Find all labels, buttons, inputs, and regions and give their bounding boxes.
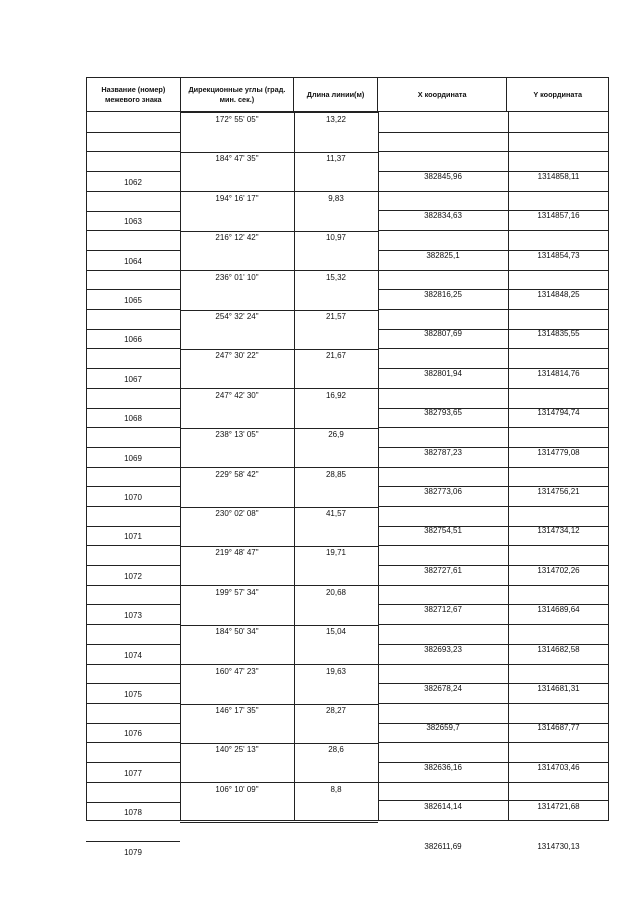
mark-name-cell: 1077 — [124, 769, 142, 778]
mark-name-cell: 1069 — [124, 454, 142, 463]
y-coordinate-cell: 1314730,13 — [537, 842, 580, 851]
line-length-cell: 28,27 — [325, 706, 347, 715]
header-direction-angle: Дирекционные углы (град. мин. сек.) — [181, 78, 295, 111]
x-coordinate-cell: 382754,51 — [424, 526, 462, 535]
row-rule — [86, 526, 180, 527]
row-rule — [180, 428, 378, 429]
row-rule — [86, 329, 180, 330]
direction-angle-cell: 146° 17' 35" — [215, 706, 259, 715]
row-rule — [180, 507, 378, 508]
y-coordinate-cell: 1314681,31 — [537, 684, 580, 693]
row-rule — [86, 545, 180, 546]
row-rule — [86, 309, 180, 310]
row-rule — [378, 742, 609, 743]
header-x-coordinate: X координата — [378, 78, 508, 111]
row-rule — [86, 211, 180, 212]
y-coordinate-cell: 1314858,11 — [537, 172, 580, 181]
row-rule — [378, 427, 609, 428]
mark-name-cell: 1062 — [124, 178, 142, 187]
mark-name-cell: 1067 — [124, 375, 142, 384]
row-rule — [180, 625, 378, 626]
row-rule — [378, 191, 609, 192]
direction-angle-cell: 199° 57' 34" — [215, 588, 259, 597]
line-length-cell: 13,22 — [325, 115, 347, 124]
row-rule — [86, 723, 180, 724]
row-rule — [378, 545, 609, 546]
row-rule — [86, 841, 180, 842]
row-rule — [86, 289, 180, 290]
x-coordinate-cell: 382659,7 — [426, 723, 460, 732]
mark-name-cell: 1076 — [124, 729, 142, 738]
y-coordinate-cell: 1314721,68 — [537, 802, 580, 811]
x-coordinate-cell: 382793,65 — [424, 408, 462, 417]
row-rule — [180, 585, 378, 586]
row-rule — [86, 703, 180, 704]
x-coordinate-cell: 382678,24 — [424, 684, 462, 693]
mark-name-cell: 1071 — [124, 532, 142, 541]
table-body — [86, 112, 609, 857]
direction-angle-cell: 140° 25' 13" — [215, 745, 259, 754]
direction-angle-cell: 184° 47' 35" — [215, 154, 259, 163]
direction-angle-cell: 106° 10' 09" — [215, 785, 259, 794]
y-coordinate-cell: 1314835,55 — [537, 329, 580, 338]
line-length-cell: 20,68 — [325, 588, 347, 597]
y-coordinate-cell: 1314682,58 — [537, 645, 580, 654]
row-rule — [378, 132, 609, 133]
mark-name-cell: 1064 — [124, 257, 142, 266]
direction-angle-cell: 184° 50' 34" — [215, 627, 259, 636]
row-rule — [180, 822, 378, 823]
y-coordinate-cell: 1314756,21 — [537, 487, 580, 496]
x-coordinate-cell: 382834,63 — [424, 211, 462, 220]
row-rule — [378, 388, 609, 389]
row-rule — [180, 270, 378, 271]
row-rule — [378, 270, 609, 271]
line-length-cell: 21,57 — [325, 312, 347, 321]
table-bottom-rule — [86, 820, 609, 821]
x-coordinate-cell: 382614,14 — [424, 802, 462, 811]
row-rule — [378, 506, 609, 507]
row-rule — [378, 348, 609, 349]
direction-angle-cell: 254° 32' 24" — [215, 312, 259, 321]
y-coordinate-cell: 1314734,12 — [537, 526, 580, 535]
row-rule — [86, 762, 180, 763]
line-length-cell: 26,9 — [328, 430, 344, 439]
row-rule — [86, 664, 180, 665]
row-rule — [180, 231, 378, 232]
row-rule — [378, 624, 609, 625]
row-rule — [378, 800, 609, 801]
line-length-cell: 28,6 — [328, 745, 344, 754]
row-rule — [180, 310, 378, 311]
row-rule — [180, 152, 378, 153]
line-length-cell: 41,57 — [325, 509, 347, 518]
x-coordinate-cell: 382712,67 — [424, 605, 462, 614]
line-length-cell: 11,37 — [326, 154, 346, 163]
line-length-cell: 19,71 — [325, 548, 347, 557]
row-rule — [86, 368, 180, 369]
direction-angle-cell: 219° 48' 47" — [215, 548, 259, 557]
y-coordinate-cell: 1314814,76 — [537, 369, 580, 378]
row-rule — [378, 703, 609, 704]
row-rule — [86, 230, 180, 231]
mark-name-cell: 1070 — [124, 493, 142, 502]
row-rule — [86, 585, 180, 586]
x-coordinate-cell: 382825,1 — [426, 251, 460, 260]
row-rule — [86, 742, 180, 743]
y-coordinate-cell: 1314857,16 — [537, 211, 580, 220]
direction-angle-cell: 194° 16' 17" — [215, 194, 259, 203]
y-coordinate-cell: 1314687,77 — [537, 723, 580, 732]
row-rule — [180, 467, 378, 468]
row-rule — [180, 349, 378, 350]
y-coordinate-cell: 1314703,46 — [537, 763, 580, 772]
y-coordinate-cell: 1314854,73 — [537, 251, 580, 260]
x-coordinate-cell: 382611,69 — [424, 842, 462, 851]
header-y-coordinate: Y координата — [533, 89, 583, 99]
row-rule — [86, 782, 180, 783]
direction-angle-cell: 247° 42' 30" — [215, 391, 259, 400]
row-rule — [378, 585, 609, 586]
header-mark-name: Название (номер) межевого знака — [87, 78, 181, 111]
row-rule — [86, 427, 180, 428]
row-rule — [180, 191, 378, 192]
x-coordinate-cell: 382693,23 — [424, 645, 462, 654]
line-length-cell: 16,92 — [325, 391, 347, 400]
x-coordinate-cell: 382845,96 — [424, 172, 462, 181]
row-rule — [180, 388, 378, 389]
row-rule — [86, 191, 180, 192]
row-rule — [86, 447, 180, 448]
y-coordinate-cell: 1314779,08 — [537, 448, 580, 457]
row-rule — [86, 388, 180, 389]
x-coordinate-cell: 382773,06 — [424, 487, 462, 496]
direction-angle-cell: 216° 12' 42" — [215, 233, 259, 242]
direction-angle-cell: 238° 13' 05" — [215, 430, 259, 439]
row-rule — [378, 664, 609, 665]
row-rule — [378, 782, 609, 783]
table-header-row — [86, 77, 609, 112]
x-coordinate-cell: 382727,61 — [424, 566, 462, 575]
mark-name-cell: 1066 — [124, 335, 142, 344]
line-length-cell: 15,32 — [325, 273, 347, 282]
row-rule — [86, 151, 180, 152]
x-coordinate-cell: 382636,16 — [424, 763, 462, 772]
x-coordinate-cell: 382816,25 — [424, 290, 462, 299]
y-coordinate-cell: 1314702,26 — [537, 566, 580, 575]
row-rule — [86, 506, 180, 507]
row-rule — [86, 348, 180, 349]
y-coordinate-cell: 1314794,74 — [537, 408, 580, 417]
row-rule — [86, 604, 180, 605]
row-rule — [180, 112, 378, 113]
row-rule — [378, 230, 609, 231]
mark-name-cell: 1068 — [124, 414, 142, 423]
direction-angle-cell: 230° 02' 08" — [215, 509, 259, 518]
row-rule — [86, 270, 180, 271]
row-rule — [180, 546, 378, 547]
line-length-cell: 21,67 — [325, 351, 347, 360]
row-rule — [180, 782, 378, 783]
y-coordinate-cell: 1314848,25 — [537, 290, 580, 299]
row-rule — [86, 408, 180, 409]
row-rule — [86, 171, 180, 172]
line-length-cell: 8,8 — [330, 785, 342, 794]
line-length-cell: 28,85 — [325, 470, 347, 479]
x-coordinate-cell: 382807,69 — [424, 329, 462, 338]
x-coordinate-cell: 382787,23 — [424, 448, 462, 457]
mark-name-cell: 1072 — [124, 572, 142, 581]
mark-name-cell: 1079 — [124, 848, 142, 857]
mark-name-cell: 1078 — [124, 808, 142, 817]
boundary-coordinates-table — [86, 77, 609, 857]
row-rule — [86, 565, 180, 566]
row-rule — [86, 683, 180, 684]
direction-angle-cell: 236° 01' 10" — [215, 273, 259, 282]
line-length-cell: 15,04 — [325, 627, 347, 636]
mark-name-cell: 1065 — [124, 296, 142, 305]
row-rule — [86, 644, 180, 645]
line-length-cell: 19,63 — [325, 667, 347, 676]
row-rule — [180, 743, 378, 744]
x-coordinate-cell: 382801,94 — [424, 369, 462, 378]
row-rule — [86, 132, 180, 133]
row-rule — [86, 624, 180, 625]
row-rule — [180, 664, 378, 665]
row-rule — [86, 467, 180, 468]
row-rule — [180, 704, 378, 705]
direction-angle-cell: 247° 30' 22" — [215, 351, 259, 360]
direction-angle-cell: 160° 47' 23" — [215, 667, 259, 676]
header-line-length: Длина линии(м) — [294, 78, 378, 111]
row-rule — [378, 309, 609, 310]
row-rule — [86, 486, 180, 487]
direction-angle-cell: 229° 58' 42" — [215, 470, 259, 479]
mark-name-cell: 1063 — [124, 217, 142, 226]
row-rule — [378, 151, 609, 152]
mark-name-cell: 1074 — [124, 651, 142, 660]
row-rule — [86, 802, 180, 803]
row-rule — [378, 467, 609, 468]
row-rule — [86, 250, 180, 251]
line-length-cell: 10,97 — [325, 233, 347, 242]
mark-name-cell: 1075 — [124, 690, 142, 699]
y-coordinate-cell: 1314689,64 — [537, 605, 580, 614]
line-length-cell: 9,83 — [328, 194, 344, 203]
mark-name-cell: 1073 — [124, 611, 142, 620]
direction-angle-cell: 172° 55' 05" — [215, 115, 259, 124]
